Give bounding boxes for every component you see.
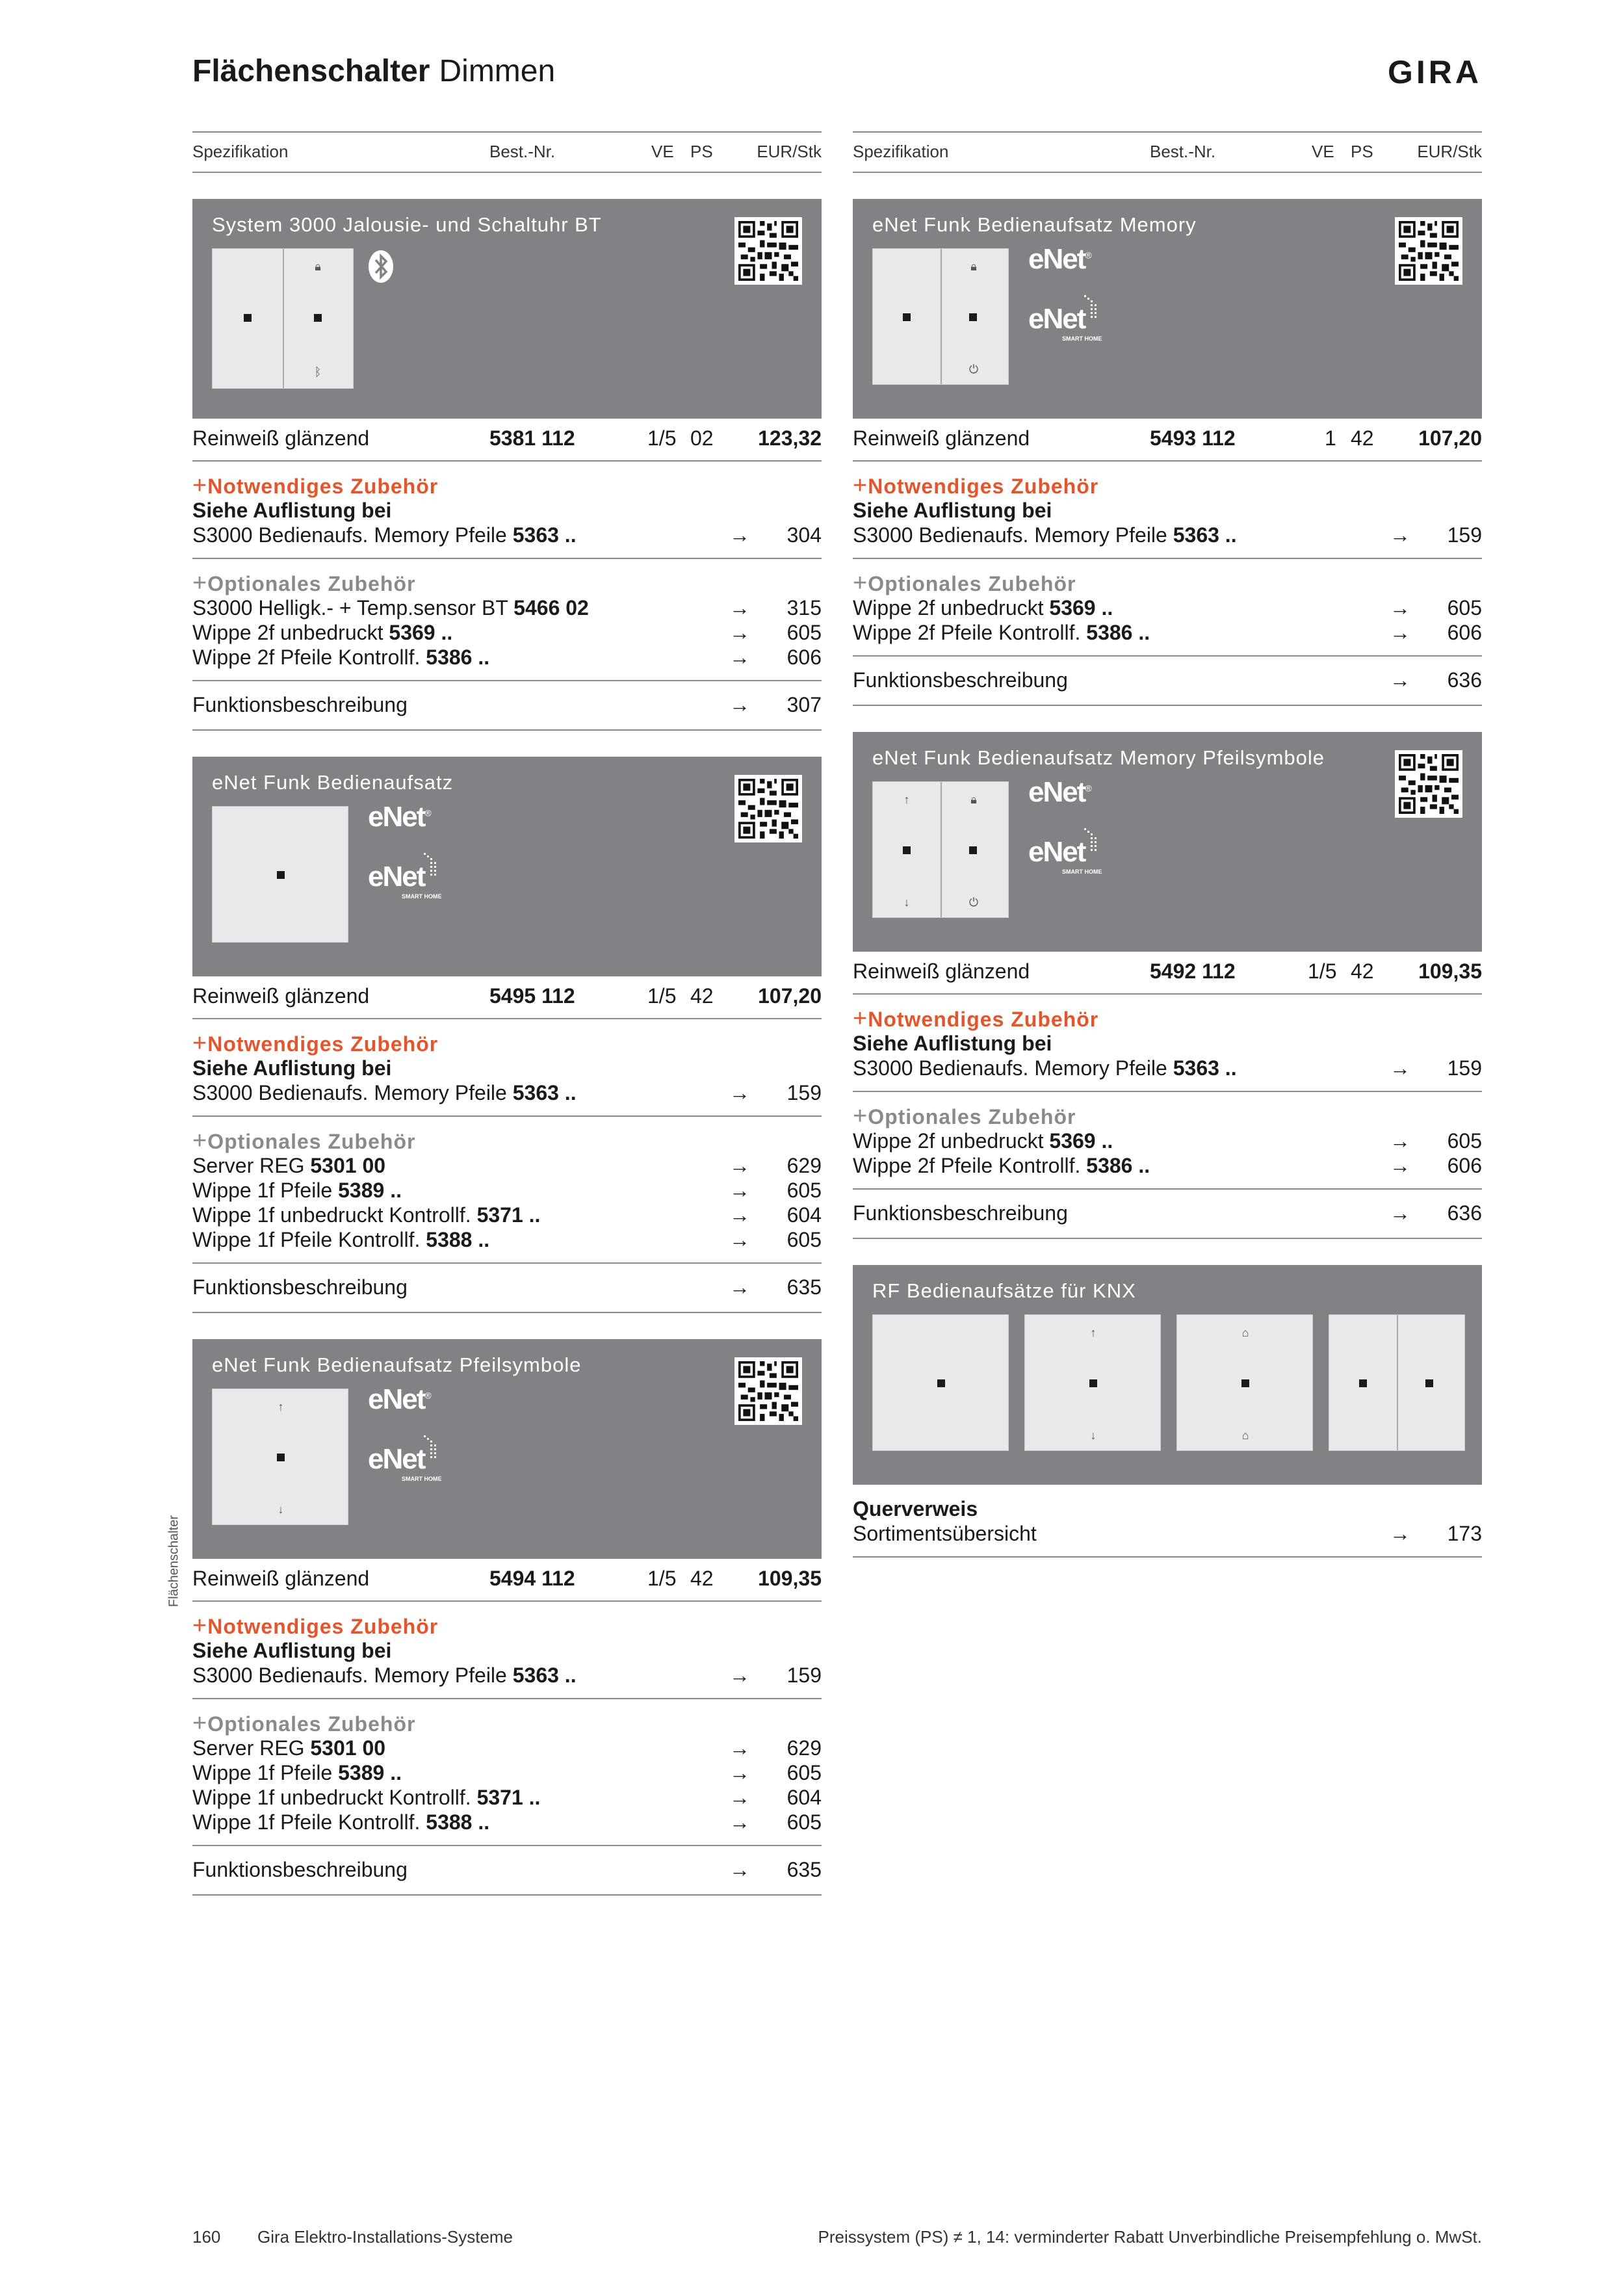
led-dot xyxy=(1089,1379,1097,1387)
lock-icon: 🔒︎ xyxy=(315,260,321,273)
arrow-down-icon: ↓ xyxy=(903,896,910,909)
qr-code-icon[interactable] xyxy=(1395,217,1462,285)
product-row: Reinweiß glänzend 5495 112 1/5 42 107,20 xyxy=(192,976,822,1019)
function-description-link[interactable]: Funktionsbeschreibung → 635 xyxy=(192,1264,822,1313)
product-box-enet xyxy=(192,757,822,976)
product-title: RF Bedienaufsätze für KNX xyxy=(872,1279,1136,1302)
accessory-item[interactable]: S3000 Helligk.- + Temp.sensor BT 5466 02 → 315 xyxy=(192,596,822,620)
led-dot xyxy=(969,313,977,321)
accessory-item[interactable]: Wippe 1f Pfeile 5389 .. → 605 xyxy=(192,1179,822,1202)
spec-header: Spezifikation Best.-Nr. VE PS EUR/Stk xyxy=(192,131,822,173)
product-box-enet-memory-arrows xyxy=(853,732,1482,952)
accessory-item[interactable]: S3000 Bedienaufs. Memory Pfeile 5363 .. → 159 xyxy=(192,1663,822,1687)
accessory-item[interactable]: Wippe 1f unbedruckt Kontrollf. 5371 .. → 604 xyxy=(192,1786,822,1809)
bluetooth-small-icon: ᛒ xyxy=(314,365,322,378)
switch-image xyxy=(1176,1314,1313,1451)
accessory-item[interactable]: Wippe 1f Pfeile Kontrollf. 5388 .. → 605 xyxy=(192,1228,822,1251)
lock-icon: 🔒︎ xyxy=(970,793,977,806)
required-accessories: +Notwendiges Zubehör Siehe Auflistung bei S3000 Bedienaufs. Memory Pfeile 5363 .. → 304 xyxy=(192,462,822,559)
arrow-up-icon: ↑ xyxy=(903,793,910,806)
product-row: Reinweiß glänzend 5381 112 1/5 02 123,32 xyxy=(192,419,822,462)
product-title: eNet Funk Bedienaufsatz xyxy=(212,771,454,794)
left-column xyxy=(192,131,822,1896)
optional-accessories: +Optionales Zubehör Wippe 2f unbedruckt 5369 .. → 605 Wippe 2f Pfeile Kontrollf. 5386 .. → 606 xyxy=(853,559,1482,657)
enet-logo: eNet® xyxy=(1028,243,1091,275)
product-title: System 3000 Jalousie- und Schaltuhr BT xyxy=(212,213,602,236)
lock-icon: 🔒︎ xyxy=(970,260,977,273)
qr-code-icon[interactable] xyxy=(734,1357,802,1425)
led-dot xyxy=(1241,1379,1249,1387)
accessory-item[interactable]: Wippe 1f Pfeile Kontrollf. 5388 .. → 605 xyxy=(192,1810,822,1834)
optional-accessories: +Optionales Zubehör S3000 Helligk.- + Temp.sensor BT 5466 02 → 315 Wippe 2f unbedruckt 5369 .. → 605 Wippe 2f Pfeile Kontrollf. 5386 .. → 606 xyxy=(192,559,822,681)
optional-accessories: +Optionales Zubehör Server REG 5301 00 → 629 Wippe 1f Pfeile 5389 .. → 605 Wippe 1f unbedruckt Kontrollf. 5371 .. → 604 Wippe 1f Pfeile Kontrollf. 5388 .. → 605 xyxy=(192,1699,822,1846)
power-icon: ⏻ xyxy=(968,896,979,909)
switch-image xyxy=(212,806,348,943)
optional-accessories: +Optionales Zubehör Server REG 5301 00 → 629 Wippe 1f Pfeile 5389 .. → 605 Wippe 1f unbedruckt Kontrollf. 5371 .. → 604 Wippe 1f Pfeile Kontrollf. 5388 .. → 605 xyxy=(192,1117,822,1264)
required-accessories: +Notwendiges Zubehör Siehe Auflistung bei S3000 Bedienaufs. Memory Pfeile 5363 .. → 159 xyxy=(853,995,1482,1092)
side-label: Flächenschalter xyxy=(166,1515,181,1608)
function-description-link[interactable]: Funktionsbeschreibung → 636 xyxy=(853,1190,1482,1239)
product-title: eNet Funk Bedienaufsatz Memory xyxy=(872,213,1197,236)
power-icon: ⏻ xyxy=(968,363,979,376)
led-dot xyxy=(969,846,977,854)
switch-image xyxy=(212,1389,348,1525)
qr-code-icon[interactable] xyxy=(734,775,802,842)
led-dot xyxy=(314,314,322,322)
footer xyxy=(192,2227,1482,2253)
bluetooth-icon xyxy=(368,250,394,287)
qr-code-icon[interactable] xyxy=(734,217,802,285)
product-box-rf-knx xyxy=(853,1265,1482,1485)
enet-logo: eNet® xyxy=(1028,776,1091,808)
required-accessories: +Notwendiges Zubehör Siehe Auflistung bei S3000 Bedienaufs. Memory Pfeile 5363 .. → 159 xyxy=(853,462,1482,559)
enet-smart-home-logo: eNet SMART HOME xyxy=(1028,303,1085,335)
arrow-up-icon: ↑ xyxy=(278,1400,284,1413)
product-title: eNet Funk Bedienaufsatz Pfeilsymbole xyxy=(212,1353,582,1376)
switch-image xyxy=(872,1314,1009,1451)
arrow-up-icon: ↑ xyxy=(1090,1326,1097,1339)
led-dot xyxy=(903,846,911,854)
product-title: eNet Funk Bedienaufsatz Memory Pfeilsymbole xyxy=(872,746,1325,769)
product-row: Reinweiß glänzend 5492 112 1/5 42 109,35 xyxy=(853,952,1482,995)
accessory-item[interactable]: S3000 Bedienaufs. Memory Pfeile 5363 .. → 304 xyxy=(192,523,822,547)
page-title: Flächenschalter Dimmen xyxy=(192,54,556,88)
product-box-jalousie xyxy=(192,199,822,419)
switch-image xyxy=(872,781,1009,918)
cross-reference: Querverweis Sortimentsübersicht → 173 xyxy=(853,1485,1482,1558)
enet-smart-home-logo: eNet SMART HOME xyxy=(1028,836,1085,868)
product-row: Reinweiß glänzend 5493 112 1 42 107,20 xyxy=(853,419,1482,462)
arrow-down-icon: ↓ xyxy=(278,1503,284,1516)
accessory-item[interactable]: Wippe 2f unbedruckt 5369 .. → 605 xyxy=(853,596,1482,620)
required-accessories: +Notwendiges Zubehör Siehe Auflistung bei S3000 Bedienaufs. Memory Pfeile 5363 .. → 159 xyxy=(192,1602,822,1699)
led-dot xyxy=(937,1379,945,1387)
optional-accessories: +Optionales Zubehör Wippe 2f unbedruckt 5369 .. → 605 Wippe 2f Pfeile Kontrollf. 5386 .. → 606 xyxy=(853,1092,1482,1190)
accessory-item[interactable]: S3000 Bedienaufs. Memory Pfeile 5363 .. → 159 xyxy=(192,1081,822,1104)
led-dot xyxy=(244,314,252,322)
product-box-enet-arrows xyxy=(192,1339,822,1559)
led-dot xyxy=(1359,1379,1367,1387)
accessory-item[interactable]: Wippe 2f Pfeile Kontrollf. 5386 .. → 606 xyxy=(192,646,822,669)
led-dot xyxy=(903,313,911,321)
switch-image xyxy=(1024,1314,1161,1451)
switch-image xyxy=(1329,1314,1465,1451)
page-header xyxy=(192,52,1482,98)
required-accessories: +Notwendiges Zubehör Siehe Auflistung bei S3000 Bedienaufs. Memory Pfeile 5363 .. → 159 xyxy=(192,1019,822,1117)
cross-reference-link[interactable]: Sortimentsübersicht → 173 xyxy=(853,1522,1482,1545)
enet-logo: eNet® xyxy=(368,801,430,833)
enet-logo: eNet® xyxy=(368,1383,430,1415)
product-row: Reinweiß glänzend 5494 112 1/5 42 109,35 xyxy=(192,1559,822,1602)
brand-logo: GIRA xyxy=(1388,54,1482,90)
led-dot xyxy=(277,1454,285,1461)
leave-home-icon: ⌂ xyxy=(1241,1429,1249,1442)
enet-smart-home-logo: eNet SMART HOME xyxy=(368,1443,424,1476)
accessory-item[interactable]: S3000 Bedienaufs. Memory Pfeile 5363 .. → 159 xyxy=(853,523,1482,547)
right-column xyxy=(853,131,1482,1558)
function-description-link[interactable]: Funktionsbeschreibung → 307 xyxy=(192,681,822,731)
product-box-enet-memory xyxy=(853,199,1482,419)
function-description-link[interactable]: Funktionsbeschreibung → 636 xyxy=(853,657,1482,706)
accessory-item[interactable]: Wippe 2f unbedruckt 5369 .. → 605 xyxy=(192,621,822,644)
page-number: 160 xyxy=(192,2227,221,2247)
qr-code-icon[interactable] xyxy=(1395,750,1462,818)
enet-smart-home-logo: eNet SMART HOME xyxy=(368,861,424,893)
accessory-item[interactable]: Wippe 2f Pfeile Kontrollf. 5386 .. → 606 xyxy=(853,621,1482,644)
switch-image xyxy=(212,248,354,389)
accessory-item[interactable]: Server REG 5301 00 → 629 xyxy=(192,1154,822,1177)
spec-header: Spezifikation Best.-Nr. VE PS EUR/Stk xyxy=(853,131,1482,173)
accessory-item[interactable]: S3000 Bedienaufs. Memory Pfeile 5363 .. → 159 xyxy=(853,1056,1482,1080)
footer-price-note: Preissystem (PS) ≠ 1, 14: verminderter Rabatt Unverbindliche Preisempfehlung o. MwSt. xyxy=(818,2227,1482,2247)
accessory-item[interactable]: Wippe 2f Pfeile Kontrollf. 5386 .. → 606 xyxy=(853,1154,1482,1177)
home-icon: ⌂ xyxy=(1241,1326,1249,1339)
accessory-item[interactable]: Wippe 1f unbedruckt Kontrollf. 5371 .. → 604 xyxy=(192,1203,822,1227)
accessory-item[interactable]: Wippe 1f Pfeile 5389 .. → 605 xyxy=(192,1761,822,1784)
accessory-item[interactable]: Server REG 5301 00 → 629 xyxy=(192,1736,822,1760)
arrow-down-icon: ↓ xyxy=(1090,1429,1097,1442)
function-description-link[interactable]: Funktionsbeschreibung → 635 xyxy=(192,1846,822,1896)
switch-image xyxy=(872,248,1009,385)
accessory-item[interactable]: Wippe 2f unbedruckt 5369 .. → 605 xyxy=(853,1129,1482,1153)
led-dot xyxy=(277,871,285,879)
footer-text: Gira Elektro-Installations-Systeme xyxy=(257,2227,513,2247)
led-dot xyxy=(1425,1379,1433,1387)
